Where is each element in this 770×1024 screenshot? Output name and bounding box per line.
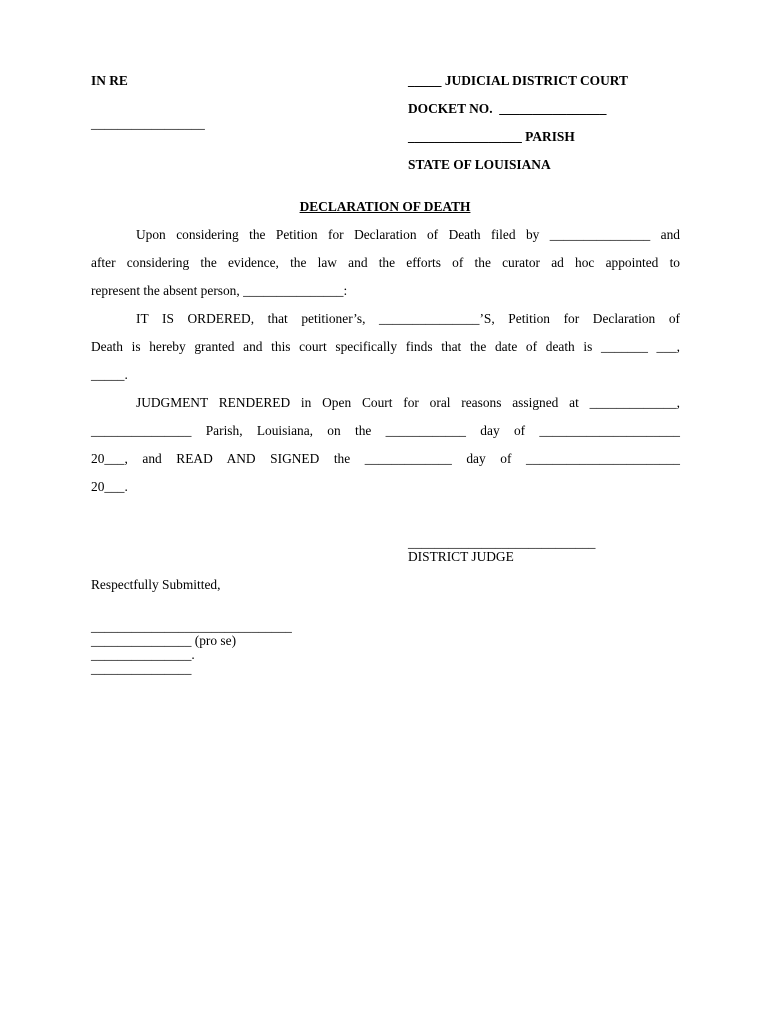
paragraph-3-line-4: 20___. — [91, 479, 128, 494]
submitter-address-1: _______________. — [91, 647, 195, 662]
judge-signature-line: ____________________________ — [408, 535, 596, 550]
submitter-signature-line: ______________________________ — [91, 619, 292, 634]
submitter-address-2: _______________ — [91, 661, 192, 676]
in-re-label: IN RE — [91, 73, 128, 88]
judge-label: DISTRICT JUDGE — [408, 549, 514, 564]
submitter-pro-se: _______________ (pro se) — [91, 633, 237, 648]
respectfully-submitted: Respectfully Submitted, — [91, 577, 221, 592]
paragraph-3-line-1: JUDGMENT RENDERED in Open Court for oral reasons assigned at _____________, — [136, 395, 680, 410]
paragraph-2-line-2: Death is hereby granted and this court specifically finds that the date of death is _______ ___, — [91, 339, 680, 354]
paragraph-1-line-3: represent the absent person, _______________: — [91, 283, 348, 298]
paragraph-3-line-2: _______________ Parish, Louisiana, on the ____________ day of _____________________ — [91, 423, 680, 438]
document-title: DECLARATION OF DEATH — [299, 199, 471, 214]
paragraph-3-line-3: 20___, and READ AND SIGNED the _____________ day of _______________________ — [91, 451, 680, 466]
parish-name: _________________ PARISH — [408, 129, 575, 144]
paragraph-2-line-3: _____. — [91, 367, 128, 382]
docket-number: DOCKET NO. ________________ — [408, 101, 607, 116]
paragraph-1-line-1: Upon considering the Petition for Declaration of Death filed by _______________ and — [136, 227, 680, 242]
court-name: _____ JUDICIAL DISTRICT COURT — [408, 73, 628, 88]
paragraph-1-line-2: after considering the evidence, the law and the efforts of the curator ad hoc appointed to — [91, 255, 680, 270]
paragraph-2-line-1: IT IS ORDERED, that petitioner’s, _______________’S, Petition for Declaration of — [136, 311, 680, 326]
petitioner-name-blank: _________________ — [91, 116, 205, 131]
state-name: STATE OF LOUISIANA — [408, 157, 551, 172]
